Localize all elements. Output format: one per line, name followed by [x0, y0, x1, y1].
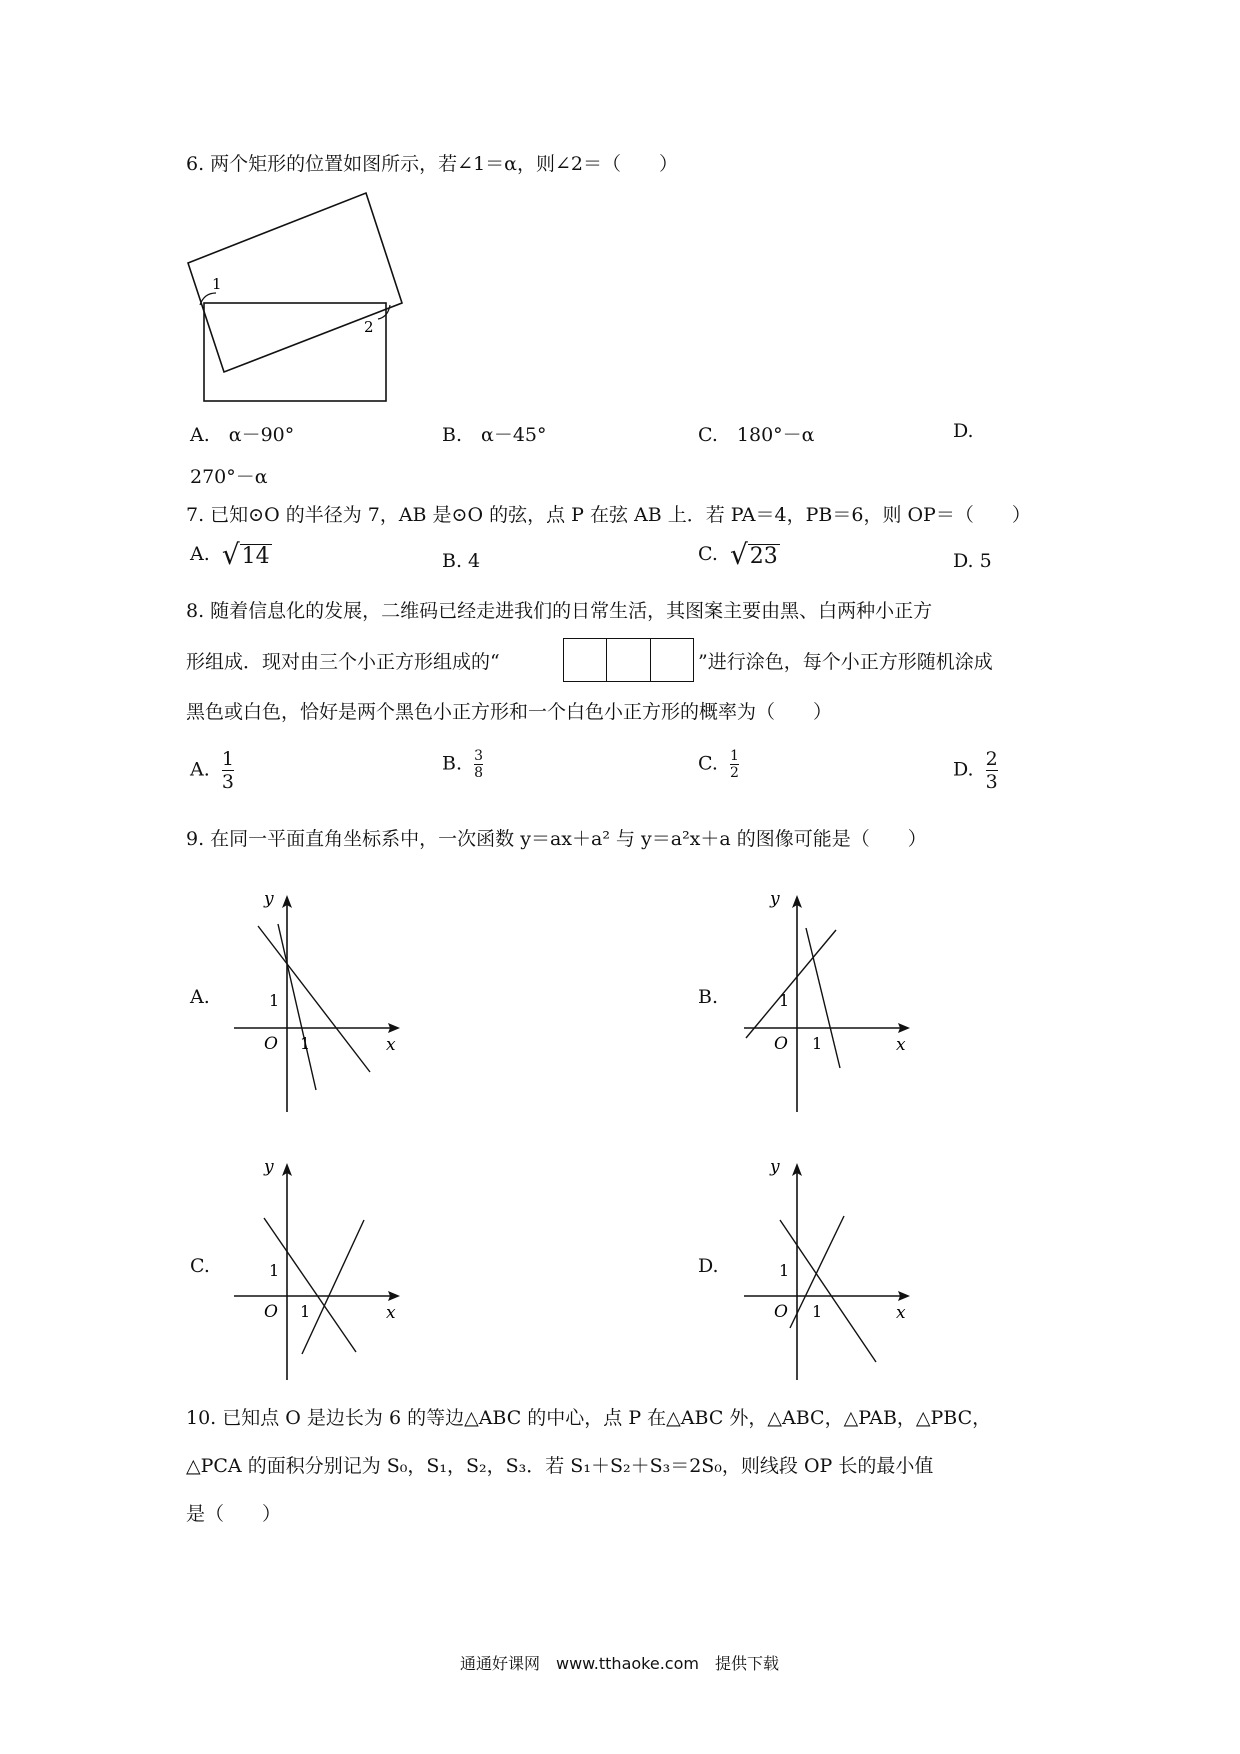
fraction [986, 748, 998, 793]
q9-option-c[interactable]: C. [190, 1255, 210, 1277]
q8-option-d-label: D. [953, 758, 974, 781]
q8-option-a-label: A. [190, 758, 210, 781]
x-tick-label: 1 [300, 1302, 311, 1321]
x-axis-label: x [896, 1303, 906, 1323]
q9-option-d[interactable]: D. [698, 1255, 719, 1277]
q8-option-a[interactable] [190, 748, 234, 793]
denominator: 3 [985, 771, 998, 793]
origin-label: O [264, 1034, 278, 1054]
q8-option-b[interactable] [442, 748, 483, 781]
q9-graph-c [230, 1158, 405, 1383]
y-tick-label: 1 [269, 1261, 280, 1280]
q8-line2-post: ”进行涂色，每个小正方形随机涂成 [698, 651, 993, 673]
q6-rectangles-figure [180, 185, 420, 415]
function-line [278, 924, 316, 1090]
small-square [563, 638, 607, 682]
q6-option-a[interactable]: A. α－90° [190, 424, 295, 446]
q7-option-a-radicand: 14 [241, 544, 270, 569]
q8-line1: 8. 随着信息化的发展，二维码已经走进我们的日常生活，其图案主要由黑、白两种小正方 [186, 600, 933, 622]
fraction [474, 748, 483, 781]
x-tick-label: 1 [812, 1302, 823, 1321]
q6-option-c[interactable]: C. 180°－α [698, 424, 815, 446]
y-tick-label: 1 [269, 991, 280, 1010]
x-axis-label: x [386, 1303, 396, 1323]
origin-label: O [774, 1034, 788, 1054]
q8-option-c-label: C. [698, 752, 718, 775]
function-line [746, 930, 836, 1038]
q6-option-d-value: 270°－α [190, 466, 268, 488]
q9-option-a[interactable]: A. [190, 986, 210, 1008]
y-axis-label: y [264, 890, 274, 909]
q8-option-c[interactable] [698, 748, 739, 781]
q6-stem: 6. 两个矩形的位置如图所示，若∠1＝α，则∠2＝（ ） [186, 153, 679, 175]
function-line [780, 1220, 876, 1362]
y-axis-label: y [770, 1158, 780, 1177]
three-square-strip [563, 638, 694, 682]
angle1-label: 1 [212, 275, 222, 293]
q6-option-d[interactable]: D. [953, 420, 974, 442]
q7-option-c-label: C. [698, 543, 718, 565]
x-tick-label: 1 [300, 1034, 311, 1053]
q8-line3: 黑色或白色，恰好是两个黑色小正方形和一个白色小正方形的概率为（ ） [186, 701, 833, 723]
q9-graph-d [740, 1158, 915, 1383]
q10-line2: △PCA 的面积分别记为 S₀，S₁，S₂，S₃．若 S₁＋S₂＋S₃＝2S₀，则线段 OP 长的最小值 [186, 1455, 934, 1477]
q6-option-b[interactable]: B. α－45° [442, 424, 547, 446]
fraction [730, 748, 739, 781]
q7-option-c[interactable] [698, 538, 780, 571]
small-square [607, 638, 650, 682]
denominator: 8 [474, 765, 483, 781]
q9-graph-b [740, 890, 915, 1115]
bottom-rectangle [204, 303, 386, 401]
q7-option-d[interactable]: D. 5 [953, 550, 992, 572]
q9-graph-a [230, 890, 405, 1115]
origin-label: O [264, 1302, 278, 1322]
angle2-label: 2 [364, 318, 374, 336]
y-tick-label: 1 [779, 991, 790, 1010]
sqrt-symbol: √ 23 [729, 538, 778, 571]
numerator: 3 [474, 748, 483, 764]
q7-stem: 7. 已知⊙O 的半径为 7，AB 是⊙O 的弦，点 P 在弦 AB 上．若 PA＝4，PB＝6，则 OP＝（ ） [186, 504, 1031, 526]
denominator: 2 [729, 765, 739, 781]
numerator: 2 [985, 748, 998, 770]
q7-option-c-radicand: 23 [749, 544, 778, 569]
fraction [222, 748, 234, 793]
page-footer: 通通好课网 www.tthaoke.com 提供下载 [460, 1654, 779, 1673]
denominator: 3 [221, 771, 234, 793]
q7-option-b[interactable]: B. 4 [442, 550, 481, 572]
q7-option-a[interactable] [190, 538, 272, 571]
q7-option-a-label: A. [190, 543, 210, 565]
x-tick-label: 1 [812, 1034, 823, 1053]
function-line [264, 1218, 356, 1352]
small-square [651, 638, 694, 682]
y-tick-label: 1 [779, 1261, 790, 1280]
q9-stem: 9. 在同一平面直角坐标系中，一次函数 y＝ax＋a² 与 y＝a²x＋a 的图像可能是（ ） [186, 828, 927, 850]
y-axis-label: y [264, 1158, 274, 1177]
numerator: 1 [221, 748, 234, 770]
q10-line1: 10. 已知点 O 是边长为 6 的等边△ABC 的中心，点 P 在△ABC 外，△ABC，△PAB，△PBC， [186, 1407, 992, 1429]
origin-label: O [774, 1302, 788, 1322]
x-axis-label: x [896, 1035, 906, 1055]
sqrt-symbol: √ 14 [221, 538, 270, 571]
q8-line2-pre: 形组成．现对由三个小正方形组成的“ [186, 651, 500, 673]
q8-option-d[interactable] [953, 748, 998, 793]
x-axis-label: x [386, 1035, 396, 1055]
q8-option-b-label: B. [442, 752, 463, 775]
q9-option-b[interactable]: B. [698, 986, 719, 1008]
y-axis-label: y [770, 890, 780, 909]
numerator: 1 [729, 748, 739, 764]
q10-line3: 是（ ） [186, 1503, 282, 1525]
